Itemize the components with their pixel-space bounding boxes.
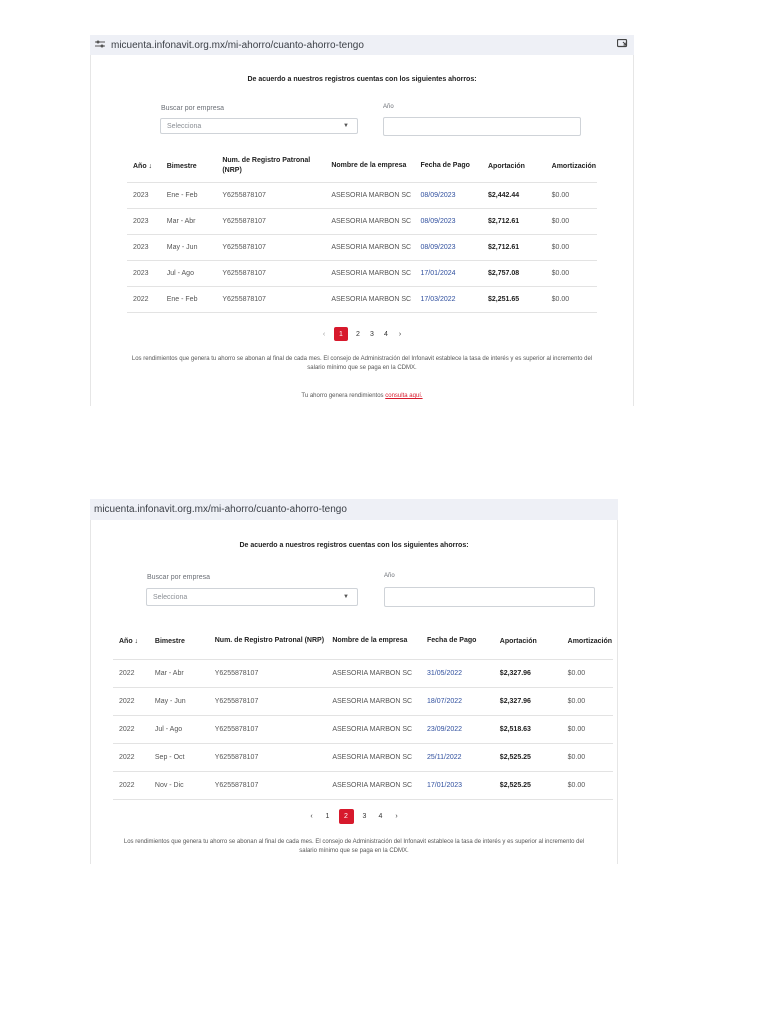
cell-fecha: 17/01/2024: [420, 260, 488, 286]
cell-amortizacion: $0.00: [551, 286, 597, 312]
chevron-down-icon: ▼: [343, 123, 349, 129]
company-select[interactable]: [160, 118, 358, 134]
cell-bimestre: May - Jun: [154, 687, 214, 715]
col-year[interactable]: [113, 624, 154, 659]
cell-amortizacion: $0.00: [567, 659, 613, 687]
cell-aportacion: $2,442.44: [487, 182, 551, 208]
col-nrp: Num. de Registro Patronal (NRP): [214, 637, 325, 644]
cell-empresa: ASESORIA MARBON SC: [331, 659, 426, 687]
cell-amortizacion: $0.00: [551, 208, 597, 234]
cell-nrp: Y6255878107: [214, 715, 332, 743]
cell-fecha: 25/11/2022: [426, 743, 499, 771]
cell-aportacion: $2,327.96: [499, 687, 567, 715]
cell-amortizacion: $0.00: [551, 234, 597, 260]
cell-fecha: 08/09/2023: [420, 234, 488, 260]
interest-note: Los rendimientos que genera tu ahorro se abonan al final de cada mes. El consejo de Administración del Infonavit establece la tasa de interés y es superior al incremento del salario mínimo que se paga en la CDMX.: [123, 839, 585, 854]
cell-amortizacion: $0.00: [551, 182, 597, 208]
cell-year: 2023: [127, 208, 166, 234]
install-app-icon[interactable]: [617, 39, 628, 52]
cell-fecha: 08/09/2023: [420, 182, 488, 208]
cell-nrp: Y6255878107: [214, 743, 332, 771]
cell-aportacion: $2,525.25: [499, 771, 567, 799]
cell-empresa: ASESORIA MARBON SC: [331, 687, 426, 715]
col-year-label: Año ↓: [133, 162, 153, 170]
year-input[interactable]: [384, 587, 595, 607]
cell-nrp: Y6255878107: [221, 234, 330, 260]
cell-nrp: Y6255878107: [214, 687, 332, 715]
cell-year: 2023: [127, 260, 166, 286]
table-row: [127, 182, 597, 208]
cell-year: 2022: [113, 687, 154, 715]
cell-nrp: Y6255878107: [221, 182, 330, 208]
page-heading: De acuerdo a nuestros registros cuentas con los siguientes ahorros:: [239, 542, 469, 549]
page-1-button[interactable]: 1: [334, 327, 348, 341]
cell-year: 2023: [127, 234, 166, 260]
col-fecha: Fecha de Pago: [427, 637, 477, 644]
table-row: [127, 260, 597, 286]
page-3-button[interactable]: 3: [362, 813, 367, 820]
cell-nrp: Y6255878107: [221, 260, 330, 286]
table-row: [127, 234, 597, 260]
cell-empresa: ASESORIA MARBON SC: [331, 743, 426, 771]
cell-fecha: 23/09/2022: [426, 715, 499, 743]
next-page-button[interactable]: ›: [395, 813, 398, 820]
cell-fecha: 31/05/2022: [426, 659, 499, 687]
cell-aportacion: $2,712.61: [487, 208, 551, 234]
page-4-button[interactable]: 4: [378, 813, 383, 820]
table-row: [127, 286, 597, 312]
cell-aportacion: $2,757.08: [487, 260, 551, 286]
col-year[interactable]: [127, 151, 166, 182]
table-row: [113, 771, 613, 799]
cell-aportacion: $2,712.61: [487, 234, 551, 260]
cell-empresa: ASESORIA MARBON SC: [330, 260, 419, 286]
company-filter-label: Buscar por empresa: [161, 105, 225, 112]
cell-aportacion: $2,251.65: [487, 286, 551, 312]
col-empresa: Nombre de la empresa: [332, 637, 408, 644]
col-aportacion: Aportación: [499, 637, 537, 645]
cell-empresa: ASESORIA MARBON SC: [330, 286, 419, 312]
cell-aportacion: $2,518.63: [499, 715, 567, 743]
address-bar[interactable]: [90, 499, 618, 520]
cell-empresa: ASESORIA MARBON SC: [331, 715, 426, 743]
page-4-button[interactable]: 4: [384, 330, 388, 338]
cell-amortizacion: $0.00: [567, 743, 613, 771]
savings-table: [127, 151, 597, 313]
cell-nrp: Y6255878107: [221, 208, 330, 234]
table-row: [113, 715, 613, 743]
screenshot-2: [90, 499, 618, 864]
footer-text: Tu ahorro genera rendimientos: [301, 393, 384, 399]
pagination: [91, 327, 633, 341]
company-select-value: Selecciona: [153, 593, 188, 601]
cell-year: 2022: [127, 286, 166, 312]
cell-year: 2022: [113, 715, 154, 743]
savings-panel: [90, 55, 634, 406]
cell-bimestre: Sep - Oct: [154, 743, 214, 771]
cell-fecha: 08/09/2023: [420, 208, 488, 234]
cell-bimestre: Ene - Feb: [166, 286, 222, 312]
year-filter-label: Año: [384, 573, 395, 579]
cell-amortizacion: $0.00: [567, 687, 613, 715]
page-2-button[interactable]: 2: [339, 809, 354, 824]
col-empresa: Nombre de la empresa: [331, 162, 407, 169]
year-filter-label: Año: [383, 104, 394, 110]
col-amortizacion: Amortización: [567, 637, 612, 645]
cell-nrp: Y6255878107: [214, 659, 332, 687]
cell-amortizacion: $0.00: [551, 260, 597, 286]
cell-empresa: ASESORIA MARBON SC: [330, 234, 419, 260]
cell-nrp: Y6255878107: [221, 286, 330, 312]
page-2-button[interactable]: 2: [356, 330, 360, 338]
consulta-link[interactable]: consulta aquí.: [385, 393, 423, 399]
col-nrp: Num. de Registro Patronal (NRP): [222, 156, 311, 175]
col-amortizacion: Amortización: [551, 162, 596, 170]
cell-year: 2022: [113, 771, 154, 799]
col-bimestre: Bimestre: [154, 637, 185, 645]
company-select[interactable]: [146, 588, 358, 606]
cell-bimestre: Jul - Ago: [154, 715, 214, 743]
cell-year: 2022: [113, 743, 154, 771]
cell-empresa: ASESORIA MARBON SC: [330, 208, 419, 234]
savings-panel: [90, 520, 618, 864]
table-row: [113, 659, 613, 687]
site-settings-icon[interactable]: [95, 40, 105, 51]
next-page-button[interactable]: ›: [398, 330, 402, 338]
interest-note: Los rendimientos que genera tu ahorro se abonan al final de cada mes. El consejo de Administración del Infonavit establece la tasa de interés y es superior al incremento del salario mínimo que se paga en la CDMX.: [131, 356, 593, 371]
prev-page-button[interactable]: ‹: [310, 813, 313, 820]
col-aportacion: Aportación: [488, 162, 525, 170]
cell-fecha: 17/01/2023: [426, 771, 499, 799]
cell-bimestre: May - Jun: [166, 234, 222, 260]
cell-fecha: 18/07/2022: [426, 687, 499, 715]
page-3-button[interactable]: 3: [370, 330, 374, 338]
table-row: [113, 687, 613, 715]
footer-line: [91, 393, 633, 399]
col-year-label: Año ↓: [119, 637, 139, 645]
url-text[interactable]: micuenta.infonavit.org.mx/mi-ahorro/cuanto-ahorro-tengo: [111, 39, 364, 51]
cell-bimestre: Mar - Abr: [166, 208, 222, 234]
cell-aportacion: $2,525.25: [499, 743, 567, 771]
cell-bimestre: Mar - Abr: [154, 659, 214, 687]
company-select-value: Selecciona: [167, 122, 202, 130]
col-bimestre: Bimestre: [166, 162, 197, 170]
company-filter-label: Buscar por empresa: [147, 574, 211, 581]
col-fecha: Fecha de Pago: [420, 162, 470, 169]
cell-amortizacion: $0.00: [567, 715, 613, 743]
cell-year: 2023: [127, 182, 166, 208]
savings-table: [113, 624, 613, 800]
year-input[interactable]: [383, 117, 581, 136]
page-1-button[interactable]: 1: [325, 813, 330, 820]
cell-empresa: ASESORIA MARBON SC: [331, 771, 426, 799]
screenshot-1: [90, 35, 634, 406]
cell-amortizacion: $0.00: [567, 771, 613, 799]
table-row: [113, 743, 613, 771]
cell-nrp: Y6255878107: [214, 771, 332, 799]
chevron-down-icon: ▼: [343, 594, 349, 600]
cell-aportacion: $2,327.96: [499, 659, 567, 687]
page-heading: De acuerdo a nuestros registros cuentas con los siguientes ahorros:: [247, 76, 477, 83]
cell-year: 2022: [113, 659, 154, 687]
cell-bimestre: Jul - Ago: [166, 260, 222, 286]
pagination: [91, 809, 617, 824]
cell-empresa: ASESORIA MARBON SC: [330, 182, 419, 208]
cell-bimestre: Nov - Dic: [154, 771, 214, 799]
cell-bimestre: Ene - Feb: [166, 182, 222, 208]
url-text[interactable]: micuenta.infonavit.org.mx/mi-ahorro/cuanto-ahorro-tengo: [94, 504, 347, 515]
cell-fecha: 17/03/2022: [420, 286, 488, 312]
prev-page-button[interactable]: ‹: [322, 330, 326, 338]
address-bar[interactable]: [90, 35, 634, 55]
table-row: [127, 208, 597, 234]
